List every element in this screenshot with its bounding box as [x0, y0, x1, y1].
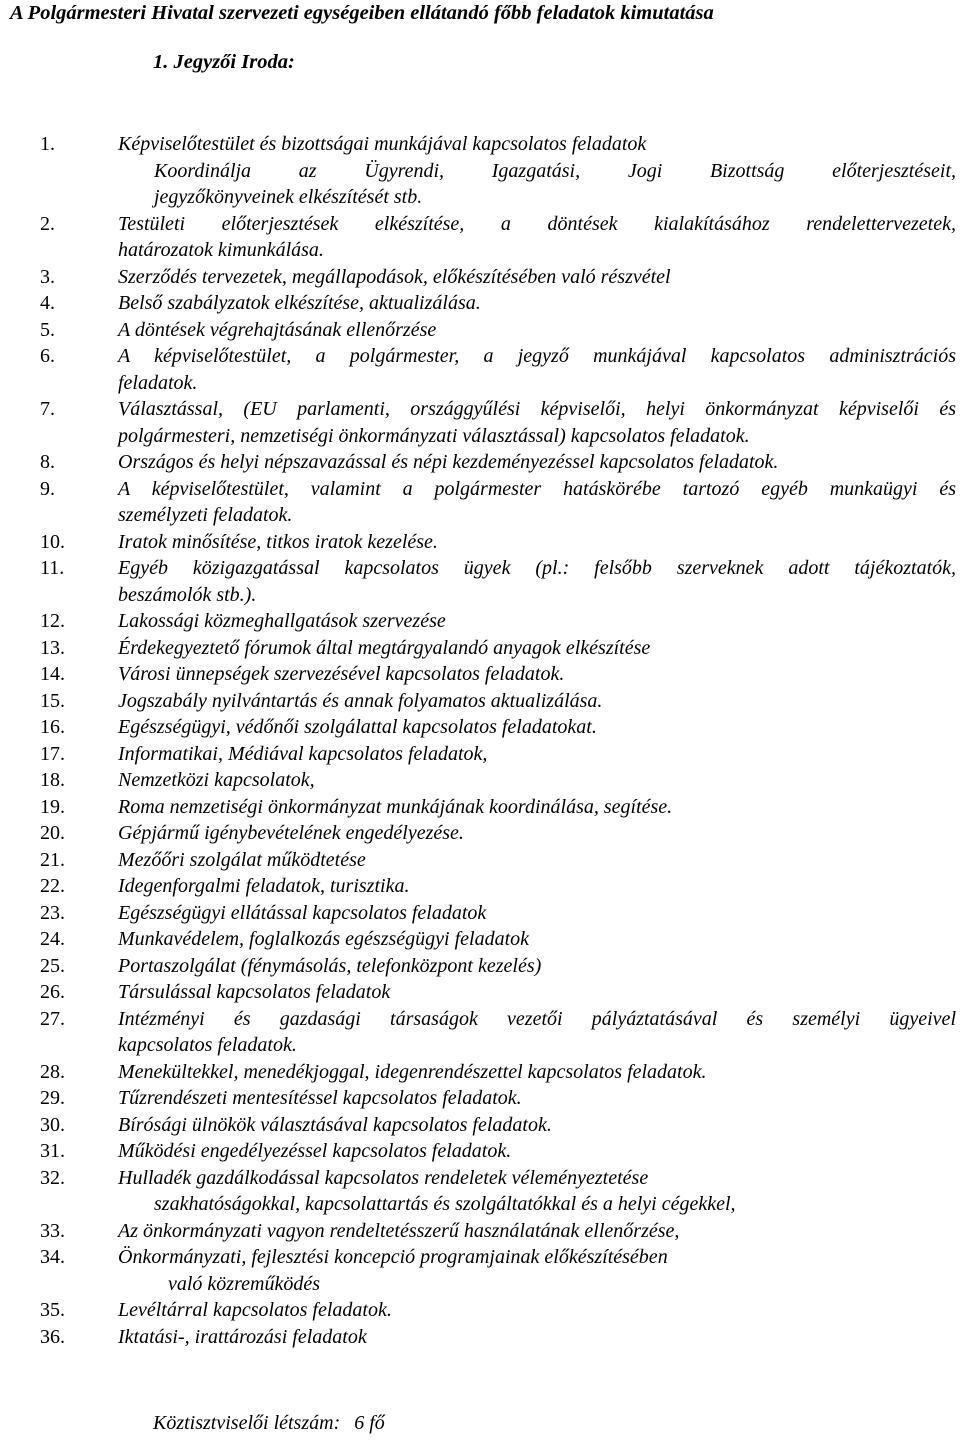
- list-item-text: [118, 343, 956, 396]
- list-item: [0, 767, 956, 794]
- list-item: [0, 820, 956, 847]
- list-item-line: Iratok minősítése, titkos iratok kezelése.: [118, 530, 438, 553]
- list-item-line: Munkavédelem, foglalkozás egészségügyi feladatok: [118, 928, 529, 950]
- list-item: [0, 529, 956, 556]
- list-item: [0, 608, 956, 635]
- list-item-line: Érdekegyeztető fórumok által megtárgyalandó anyagok elkészítése: [118, 636, 651, 659]
- list-item: [0, 953, 956, 980]
- list-item: [0, 635, 956, 662]
- list-item-text: [118, 608, 956, 635]
- list-item: [0, 264, 956, 291]
- list-item: [0, 688, 956, 715]
- list-item-number: 30.: [40, 1113, 65, 1136]
- list-item-text: [118, 317, 956, 344]
- list-item-line: feladatok.: [118, 371, 198, 394]
- list-item-line: Belső szabályzatok elkészítése, aktualizálása.: [118, 292, 481, 314]
- list-item: [0, 741, 956, 768]
- list-item-text: [118, 131, 956, 211]
- list-item-line: Társulással kapcsolatos feladatok: [118, 981, 391, 1003]
- list-item-line: Képviselőtestület és bizottságai munkájával kapcsolatos feladatok: [118, 133, 647, 155]
- list-item-text: [118, 1165, 956, 1218]
- list-item-number: 25.: [40, 954, 65, 977]
- list-item-number: 9.: [40, 477, 55, 500]
- list-item: [0, 873, 956, 900]
- list-item-number: 3.: [40, 265, 55, 288]
- list-item-line: Informatikai, Médiával kapcsolatos feladatok,: [118, 742, 488, 765]
- list-item-line: személyzeti feladatok.: [118, 504, 293, 526]
- list-item: [0, 449, 956, 476]
- list-item-line: Intézményi és gazdasági társaságok vezetői pályáztatásával és személyi ügyeivel: [118, 1007, 956, 1030]
- list-item-text: [118, 555, 956, 608]
- list-item-text: [118, 953, 956, 980]
- list-item-line: beszámolók stb.).: [118, 583, 257, 606]
- list-item-text: [118, 529, 956, 556]
- list-item-number: 11.: [40, 557, 65, 579]
- list-item-number: 24.: [40, 928, 65, 950]
- list-item-text: [118, 1244, 956, 1297]
- list-item-line: Koordinálja az Ügyrendi, Igazgatási, Jogi Bizottság előterjesztéseit,: [154, 159, 956, 182]
- list-item-line: A képviselőtestület, a polgármester, a jegyző munkájával kapcsolatos adminisztrációs: [118, 345, 956, 367]
- task-list: [0, 131, 960, 1350]
- list-item-line: Mezőőri szolgálat működtetése: [118, 848, 366, 871]
- list-item-line: Levéltárral kapcsolatos feladatok.: [118, 1299, 392, 1321]
- staff-count-label: Köztisztviselői létszám:: [153, 1412, 341, 1434]
- list-item-number: 1.: [40, 133, 55, 155]
- list-item-text: [118, 290, 956, 317]
- list-item-line: Portaszolgálat (fénymásolás, telefonközpont kezelés): [118, 954, 542, 977]
- list-item-line: Működési engedélyezéssel kapcsolatos feladatok.: [118, 1140, 512, 1162]
- list-item: [0, 1059, 956, 1086]
- list-item-text: [118, 211, 956, 264]
- list-item-number: 27.: [40, 1007, 65, 1030]
- list-item-number: 2.: [40, 212, 55, 235]
- list-item-number: 16.: [40, 716, 65, 738]
- list-item-line: Tűzrendészeti mentesítéssel kapcsolatos feladatok.: [118, 1087, 522, 1109]
- list-item: [0, 1165, 956, 1218]
- list-item-line: kapcsolatos feladatok.: [118, 1034, 297, 1056]
- list-item-line: Országos és helyi népszavazással és népi kezdeményezéssel kapcsolatos feladatok.: [118, 451, 779, 473]
- list-item-line: Önkormányzati, fejlesztési koncepció programjainak előkészítésében: [118, 1246, 668, 1268]
- list-item-line: Idegenforgalmi feladatok, turisztika.: [118, 875, 410, 897]
- list-item-line: Nemzetközi kapcsolatok,: [118, 769, 315, 791]
- list-item-number: 7.: [40, 398, 55, 420]
- list-item-text: [118, 820, 956, 847]
- list-item: [0, 1218, 956, 1245]
- list-item-number: 29.: [40, 1087, 65, 1109]
- list-item: [0, 131, 956, 211]
- list-item-line: Egészségügyi, védőnői szolgálattal kapcsolatos feladatokat.: [118, 716, 597, 738]
- list-item-text: [118, 1006, 956, 1059]
- list-item-text: [118, 1297, 956, 1324]
- list-item-text: [118, 635, 956, 662]
- list-item-text: [118, 1112, 956, 1139]
- list-item: [0, 317, 956, 344]
- list-item-number: 17.: [40, 742, 65, 765]
- list-item-text: [118, 979, 956, 1006]
- list-item-number: 8.: [40, 451, 55, 473]
- list-item: [0, 979, 956, 1006]
- list-item-text: [118, 396, 956, 449]
- list-item: [0, 794, 956, 821]
- list-item-line: A döntések végrehajtásának ellenőrzése: [118, 318, 437, 341]
- list-item-text: [118, 847, 956, 874]
- list-item-line: Iktatási-, irattározási feladatok: [118, 1325, 367, 1348]
- list-item-text: [118, 661, 956, 688]
- list-item-line: polgármesteri, nemzetiségi önkormányzati választással) kapcsolatos feladatok.: [118, 424, 750, 447]
- list-item-text: [118, 264, 956, 291]
- list-item-line: Bírósági ülnökök választásával kapcsolatos feladatok.: [118, 1113, 552, 1136]
- list-item-number: 28.: [40, 1060, 65, 1083]
- list-item: [0, 1297, 956, 1324]
- list-item-line: Városi ünnepségek szervezésével kapcsolatos feladatok.: [118, 663, 565, 685]
- list-item-number: 18.: [40, 769, 65, 791]
- section-heading: 1. Jegyzői Iroda:: [153, 51, 295, 73]
- list-item: [0, 1244, 956, 1297]
- list-item: [0, 396, 956, 449]
- list-item-number: 23.: [40, 901, 65, 924]
- list-item-number: 34.: [40, 1246, 65, 1268]
- list-item: [0, 555, 956, 608]
- list-item-number: 14.: [40, 663, 65, 685]
- list-item-text: [118, 900, 956, 927]
- list-item: [0, 211, 956, 264]
- list-item-line: A képviselőtestület, valamint a polgármester hatáskörébe tartozó egyéb munkaügyi és: [118, 477, 956, 500]
- list-item-text: [118, 714, 956, 741]
- list-item-text: [118, 1059, 956, 1086]
- list-item-line: Roma nemzetiségi önkormányzat munkájának koordinálása, segítése.: [118, 795, 673, 818]
- list-item-line: való közreműködés: [168, 1272, 320, 1295]
- list-item-number: 4.: [40, 292, 55, 314]
- list-item-text: [118, 794, 956, 821]
- list-item-number: 33.: [40, 1219, 65, 1242]
- list-item-line: határozatok kimunkálása.: [118, 239, 324, 261]
- list-item: [0, 714, 956, 741]
- list-item-text: [118, 1085, 956, 1112]
- list-item: [0, 847, 956, 874]
- list-item-number: 32.: [40, 1166, 65, 1189]
- list-item-text: [118, 1138, 956, 1165]
- list-item: [0, 1006, 956, 1059]
- list-item-line: Egészségügyi ellátással kapcsolatos feladatok: [118, 901, 487, 924]
- list-item: [0, 1324, 956, 1351]
- list-item: [0, 900, 956, 927]
- list-item-number: 22.: [40, 875, 65, 897]
- list-item-text: [118, 688, 956, 715]
- list-item: [0, 1138, 956, 1165]
- list-item-number: 15.: [40, 689, 65, 712]
- list-item-line: Menekültekkel, menedékjoggal, idegenrendészettel kapcsolatos feladatok.: [118, 1060, 707, 1083]
- list-item-text: [118, 767, 956, 794]
- list-item-number: 5.: [40, 318, 55, 341]
- list-item-text: [118, 449, 956, 476]
- list-item-line: Gépjármű igénybevételének engedélyezése.: [118, 822, 464, 844]
- list-item-line: Lakossági közmeghallgatások szervezése: [118, 610, 446, 632]
- list-item-number: 10.: [40, 530, 65, 553]
- list-item-number: 21.: [40, 848, 65, 871]
- list-item-text: [118, 476, 956, 529]
- staff-count-value: 6 fő: [354, 1412, 385, 1434]
- list-item-number: 13.: [40, 636, 65, 659]
- list-item-number: 26.: [40, 981, 65, 1003]
- list-item-number: 35.: [40, 1299, 65, 1321]
- list-item: [0, 661, 956, 688]
- list-item-number: 20.: [40, 822, 65, 844]
- list-item: [0, 1112, 956, 1139]
- list-item-line: jegyzőkönyveinek elkészítését stb.: [154, 186, 423, 208]
- list-item-number: 31.: [40, 1140, 65, 1162]
- list-item-line: Az önkormányzati vagyon rendeltetésszerű használatának ellenőrzése,: [118, 1219, 680, 1242]
- list-item: [0, 476, 956, 529]
- list-item: [0, 1085, 956, 1112]
- staff-count: [153, 1410, 385, 1436]
- list-item-number: 12.: [40, 610, 65, 632]
- list-item-line: Jogszabály nyilvántartás és annak folyamatos aktualizálása.: [118, 689, 603, 712]
- list-item: [0, 290, 956, 317]
- list-item-text: [118, 1324, 956, 1351]
- list-item: [0, 343, 956, 396]
- list-item-text: [118, 741, 956, 768]
- list-item-line: Választással, (EU parlamenti, országgyűlési képviselői, helyi önkormányzat képviselői és: [118, 398, 956, 420]
- list-item-line: Testületi előterjesztések elkészítése, a döntések kialakításához rendelettervezetek,: [118, 212, 956, 235]
- list-item-number: 6.: [40, 345, 55, 367]
- list-item-line: szakhatóságokkal, kapcsolattartás és szolgáltatókkal és a helyi cégekkel,: [154, 1193, 736, 1215]
- list-item-number: 19.: [40, 795, 65, 818]
- list-item-text: [118, 926, 956, 953]
- list-item-line: Hulladék gazdálkodással kapcsolatos rendeletek véleményeztetése: [118, 1166, 649, 1189]
- list-item-text: [118, 1218, 956, 1245]
- list-item-number: 36.: [40, 1325, 65, 1348]
- list-item-line: Szerződés tervezetek, megállapodások, előkészítésében való részvétel: [118, 265, 671, 288]
- list-item-text: [118, 873, 956, 900]
- list-item: [0, 926, 956, 953]
- list-item-line: Egyéb közigazgatással kapcsolatos ügyek (pl.: felsőbb szerveknek adott tájékoztatók,: [118, 557, 956, 579]
- document-title: A Polgármesteri Hivatal szervezeti egységeiben ellátandó főbb feladatok kimutatása: [10, 2, 714, 24]
